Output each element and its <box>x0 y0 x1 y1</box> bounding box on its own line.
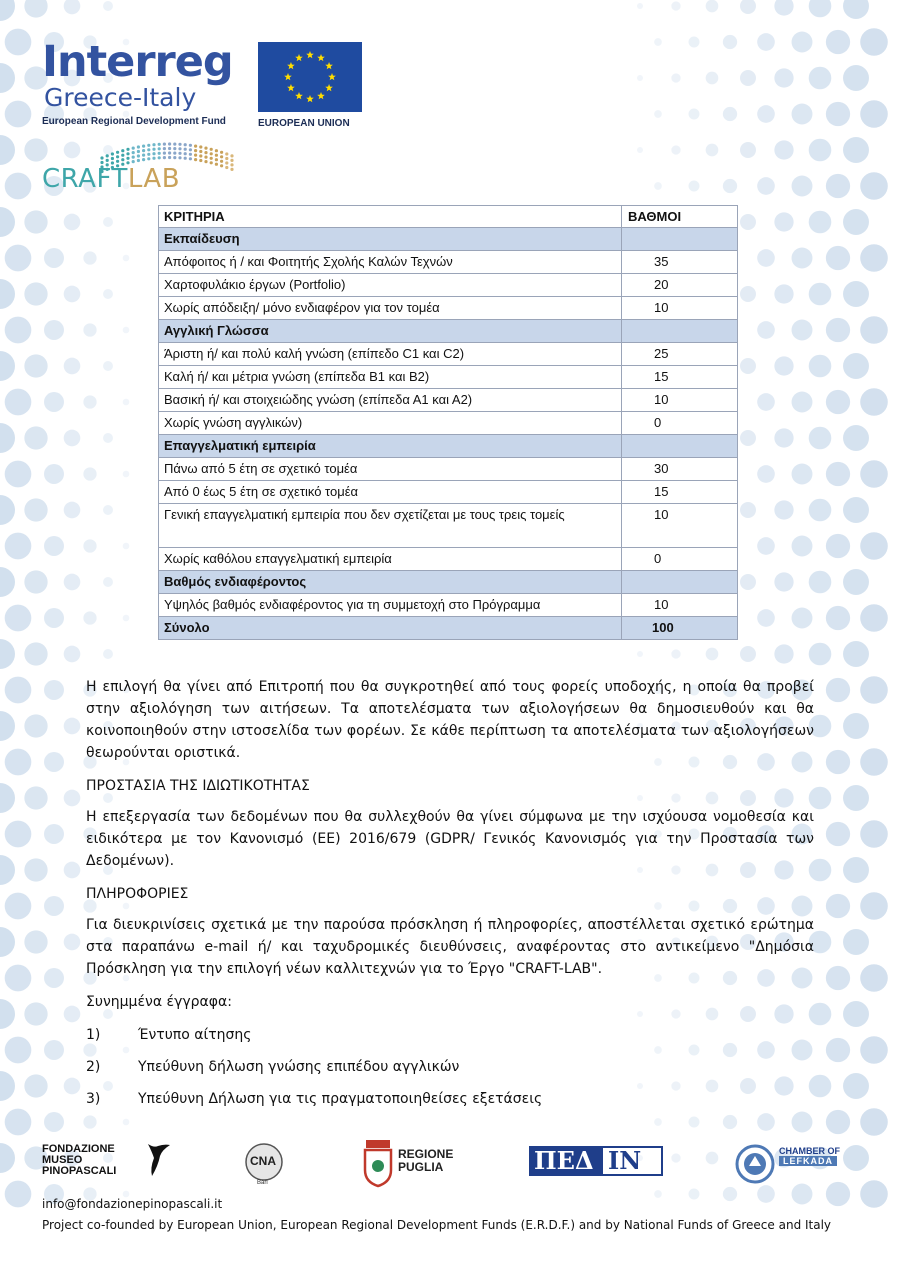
table-total-row <box>159 617 738 640</box>
footer-funding-note: Project co-founded by European Union, European Regional Development Funds (E.R.D.F.) and by National Funds of Greece and Italy <box>42 1218 832 1232</box>
points-cell: 10 <box>622 389 738 412</box>
table-section-row <box>159 435 738 458</box>
table-row <box>159 366 738 389</box>
criterion-cell: Βαθμός ενδιαφέροντος <box>159 571 622 594</box>
criterion-cell: Αγγλική Γλώσσα <box>159 320 622 343</box>
points-cell: 10 <box>622 594 738 617</box>
table-section-row <box>159 228 738 251</box>
points-cell: 25 <box>622 343 738 366</box>
info-paragraph: Για διευκρινίσεις σχετικά με την παρούσα πρόσκληση ή πληροφορίες, αποστέλλεται σχετικό ερώτημα στα παραπάνω e-mail ή/ και ταχυδρομικές διευθύνσεις, αναφέροντας στο αντικείμενο "Δημόσια Πρόσκληση για την επιλογή νέων καλλιτεχνών για το Έργο "CRAFT-LAB". <box>86 917 814 977</box>
table-section-row <box>159 320 738 343</box>
criterion-cell: Απόφοιτος ή / και Φοιτητής Σχολής Καλών Τεχνών <box>159 251 622 274</box>
interreg-logo <box>42 37 252 127</box>
puglia-crest-icon <box>362 1138 394 1188</box>
interreg-word: Interreg <box>42 37 233 87</box>
criterion-cell: Άριστη ή/ και πολύ καλή γνώση (επίπεδο C1 και C2) <box>159 343 622 366</box>
list-text: Έντυπο αίτησης <box>138 1027 252 1043</box>
criterion-cell: Εκπαίδευση <box>159 228 622 251</box>
criterion-cell: Χωρίς καθόλου επαγγελματική εμπειρία <box>159 548 622 571</box>
criterion-cell: Χωρίς γνώση αγγλικών) <box>159 412 622 435</box>
criterion-cell: Γενική επαγγελματική εμπειρία που δεν σχετίζεται με τους τρεις τομείς <box>159 504 622 548</box>
points-cell: 15 <box>622 481 738 504</box>
chamber-line2: LEFKADA <box>779 1156 837 1166</box>
table-row <box>159 343 738 366</box>
craftlab-lab: LAB <box>127 164 181 194</box>
table-row <box>159 504 738 548</box>
list-item <box>86 1024 814 1046</box>
list-text: Υπεύθυνη δήλωση γνώσης επιπέδου αγγλικών <box>138 1059 460 1075</box>
footer-email: info@fondazionepinopascali.it <box>42 1197 223 1211</box>
col-criteria-header: ΚΡΙΤΗΡΙΑ <box>159 206 622 228</box>
privacy-paragraph: Η επεξεργασία των δεδομένων που θα συλλεχθούν θα γίνει σύμφωνα με την ισχύουσα νομοθεσία και ειδικότερα με τον Κανονισμό (ΕΕ) 2016/679 (GDPR/ Γενικός Κανονισμός για την Προστασία των Δεδομένων). <box>86 809 814 869</box>
criterion-cell: Σύνολο <box>159 617 622 640</box>
interreg-region: Greece-Italy <box>44 83 197 112</box>
points-cell <box>622 320 738 343</box>
criterion-cell: Βασική ή/ και στοιχειώδης γνώση (επίπεδα Α1 και Α2) <box>159 389 622 412</box>
interreg-fund: European Regional Development Fund <box>42 116 226 127</box>
criterion-cell: Πάνω από 5 έτη σε σχετικό τομέα <box>159 458 622 481</box>
cna-text: CNA <box>250 1154 276 1168</box>
puglia-line1: REGIONE <box>398 1147 454 1161</box>
pedin-logo <box>529 1146 663 1176</box>
fmp-line3: PINOPASCALI <box>42 1165 117 1177</box>
points-cell <box>622 571 738 594</box>
eu-label: EUROPEAN UNION <box>258 118 350 129</box>
criteria-table <box>158 205 738 640</box>
list-number: 1) <box>86 1027 101 1043</box>
list-text: Υπεύθυνη Δήλωση για τις πραγματοποιηθείσες εξετάσεις <box>138 1091 543 1107</box>
table-section-row <box>159 571 738 594</box>
points-cell: 10 <box>622 297 738 320</box>
fmp-line1: FONDAZIONE <box>42 1143 115 1155</box>
criterion-cell: Καλή ή/ και μέτρια γνώση (επίπεδα B1 και B2) <box>159 366 622 389</box>
table-row <box>159 274 738 297</box>
craftlab-logo <box>42 140 242 200</box>
points-cell: 0 <box>622 412 738 435</box>
craftlab-craft: CRAFT <box>42 164 128 194</box>
info-heading: ΠΛΗΡΟΦΟΡΙΕΣ <box>86 886 189 902</box>
chamber-line1: CHAMBER OF <box>779 1146 840 1156</box>
points-cell <box>622 435 738 458</box>
chamber-lefkada-logo <box>735 1142 875 1186</box>
criterion-cell: Υψηλός βαθμός ενδιαφέροντος για τη συμμετοχή στο Πρόγραμμα <box>159 594 622 617</box>
eu-logo <box>258 42 362 129</box>
fondazione-pinopascali-logo <box>42 1144 116 1177</box>
privacy-heading: ΠΡΟΣΤΑΣΙΑ ΤΗΣ ΙΔΙΩΤΙΚΟΤΗΤΑΣ <box>86 778 310 794</box>
whale-tail-icon <box>144 1142 172 1178</box>
table-row <box>159 458 738 481</box>
list-number: 3) <box>86 1091 101 1107</box>
table-header-row <box>159 206 738 228</box>
table-row <box>159 481 738 504</box>
regione-puglia-logo <box>362 1138 472 1190</box>
table-row <box>159 594 738 617</box>
list-item <box>86 1088 814 1110</box>
cna-bari-logo <box>244 1142 284 1186</box>
col-points-header: ΒΑΘΜΟΙ <box>622 206 738 228</box>
attachments-label: Συνημμένα έγγραφα: <box>86 994 232 1010</box>
puglia-text <box>398 1148 453 1174</box>
eu-flag-icon <box>258 42 362 112</box>
points-cell: 0 <box>622 548 738 571</box>
points-cell: 20 <box>622 274 738 297</box>
table-row <box>159 548 738 571</box>
list-number: 2) <box>86 1059 101 1075</box>
cna-sub: Bari <box>257 1180 268 1186</box>
pedin-part2: ΙΝ <box>601 1146 663 1176</box>
points-cell: 15 <box>622 366 738 389</box>
chamber-seal-icon <box>735 1144 775 1184</box>
table-row <box>159 251 738 274</box>
pedin-part1: ΠΕΔ <box>529 1146 601 1176</box>
main-text <box>86 676 814 1120</box>
criterion-cell: Από 0 έως 5 έτη σε σχετικό τομέα <box>159 481 622 504</box>
puglia-line2: PUGLIA <box>398 1160 444 1174</box>
criterion-cell: Χαρτοφυλάκιο έργων (Portfolio) <box>159 274 622 297</box>
table-row <box>159 297 738 320</box>
list-item <box>86 1056 814 1078</box>
points-cell <box>622 228 738 251</box>
partner-logos <box>40 1138 870 1194</box>
points-cell: 10 <box>622 504 738 548</box>
criterion-cell: Επαγγελματική εμπειρία <box>159 435 622 458</box>
points-cell: 35 <box>622 251 738 274</box>
selection-paragraph: Η επιλογή θα γίνει από Επιτροπή που θα συγκροτηθεί από τους φορείς υποδοχής, η οποία θα προβεί στην αξιολόγηση των αιτήσεων. Τα αποτελέσματα των αξιολογήσεων θα δημοσιευθούν και θα κοινοποιηθούν στην ιστοσελίδα των φορέων. Σε κάθε περίπτωση τα αποτελέσματα των αξιολογήσεων θεωρούνται οριστικά. <box>86 679 814 761</box>
table-row <box>159 412 738 435</box>
points-cell: 30 <box>622 458 738 481</box>
fmp-line2: MUSEO <box>42 1154 83 1166</box>
criterion-cell: Χωρίς απόδειξη/ μόνο ενδιαφέρον για τον τομέα <box>159 297 622 320</box>
table-row <box>159 389 738 412</box>
craftlab-wordmark <box>42 164 180 194</box>
points-cell: 100 <box>622 617 738 640</box>
